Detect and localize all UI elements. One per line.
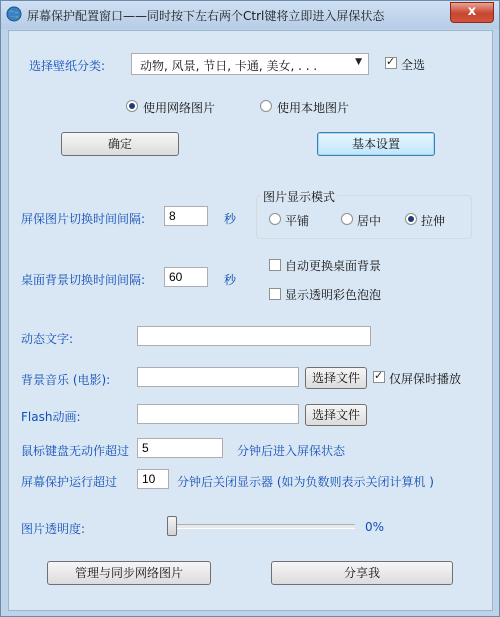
display-mode-title: 图片显示模式: [263, 190, 336, 204]
use-network-images-label: 使用网络图片: [143, 101, 216, 115]
desktop-interval-input[interactable]: [164, 267, 208, 287]
ok-button[interactable]: 确定: [61, 132, 179, 156]
globe-icon: [6, 6, 22, 22]
auto-change-desktop-checkbox[interactable]: [269, 259, 281, 271]
chevron-down-icon: ▼: [355, 57, 362, 67]
display-mode-tile-radio[interactable]: [269, 213, 281, 225]
monitor-off-minutes-input[interactable]: [137, 469, 169, 489]
auto-change-desktop-label: 自动更换桌面背景: [285, 259, 382, 273]
display-mode-center-label: 居中: [357, 214, 382, 228]
desktop-interval-unit: 秒: [224, 273, 237, 287]
share-button[interactable]: 分享我: [271, 561, 453, 585]
choose-music-file-button[interactable]: 选择文件: [305, 367, 367, 389]
wallpaper-category-value: 动物, 风景, 节日, 卡通, 美女, . . .: [140, 59, 318, 73]
basic-settings-button[interactable]: 基本设置: [317, 132, 435, 156]
idle-suffix-label: 分钟后进入屏保状态: [237, 444, 346, 458]
close-button[interactable]: x: [450, 2, 494, 23]
monitor-off-prefix-label: 屏幕保护运行超过: [21, 475, 118, 489]
select-all-label: 全选: [401, 58, 426, 72]
manage-sync-network-images-button[interactable]: 管理与同步网络图片: [47, 561, 211, 585]
transparency-value: 0%: [365, 520, 385, 534]
desktop-interval-label: 桌面背景切换时间间隔:: [21, 273, 146, 287]
monitor-off-suffix-label: 分钟后关闭显示器 (如为负数则表示关闭计算机 ): [177, 475, 434, 489]
choose-flash-file-button[interactable]: 选择文件: [305, 404, 367, 426]
show-bubbles-label: 显示透明彩色泡泡: [285, 288, 382, 302]
transparency-label: 图片透明度:: [21, 522, 86, 536]
window-title: 屏幕保护配置窗口——同时按下左右两个Ctrl键将立即进入屏保状态: [27, 9, 385, 23]
dynamic-text-input[interactable]: [137, 326, 371, 346]
wallpaper-category-select[interactable]: [131, 53, 369, 75]
use-local-images-label: 使用本地图片: [277, 101, 350, 115]
flash-animation-input[interactable]: [137, 404, 299, 424]
display-mode-tile-label: 平铺: [285, 214, 310, 228]
background-music-input[interactable]: [137, 367, 299, 387]
use-local-images-radio[interactable]: [260, 100, 272, 112]
play-only-during-screensaver-label: 仅屏保时播放: [389, 372, 462, 386]
display-mode-stretch-label: 拉伸: [421, 214, 446, 228]
select-all-checkbox[interactable]: [385, 57, 397, 69]
transparency-slider-track[interactable]: [169, 524, 355, 529]
flash-animation-label: Flash动画:: [21, 410, 81, 424]
switch-interval-label: 屏保图片切换时间间隔:: [21, 212, 146, 226]
display-mode-center-radio[interactable]: [341, 213, 353, 225]
idle-minutes-input[interactable]: [137, 438, 223, 458]
switch-interval-unit: 秒: [224, 212, 237, 226]
idle-prefix-label: 鼠标键盘无动作超过: [21, 444, 130, 458]
transparency-slider-thumb[interactable]: [167, 516, 177, 536]
title-bar[interactable]: [1, 1, 499, 29]
wallpaper-category-label: 选择壁纸分类:: [29, 59, 106, 73]
background-music-label: 背景音乐 (电影):: [21, 373, 111, 387]
display-mode-stretch-radio[interactable]: [405, 213, 417, 225]
use-network-images-radio[interactable]: [126, 100, 138, 112]
dynamic-text-label: 动态文字:: [21, 332, 74, 346]
show-bubbles-checkbox[interactable]: [269, 288, 281, 300]
client-area: [8, 30, 493, 611]
play-only-during-screensaver-checkbox[interactable]: [373, 371, 385, 383]
switch-interval-input[interactable]: [164, 206, 208, 226]
